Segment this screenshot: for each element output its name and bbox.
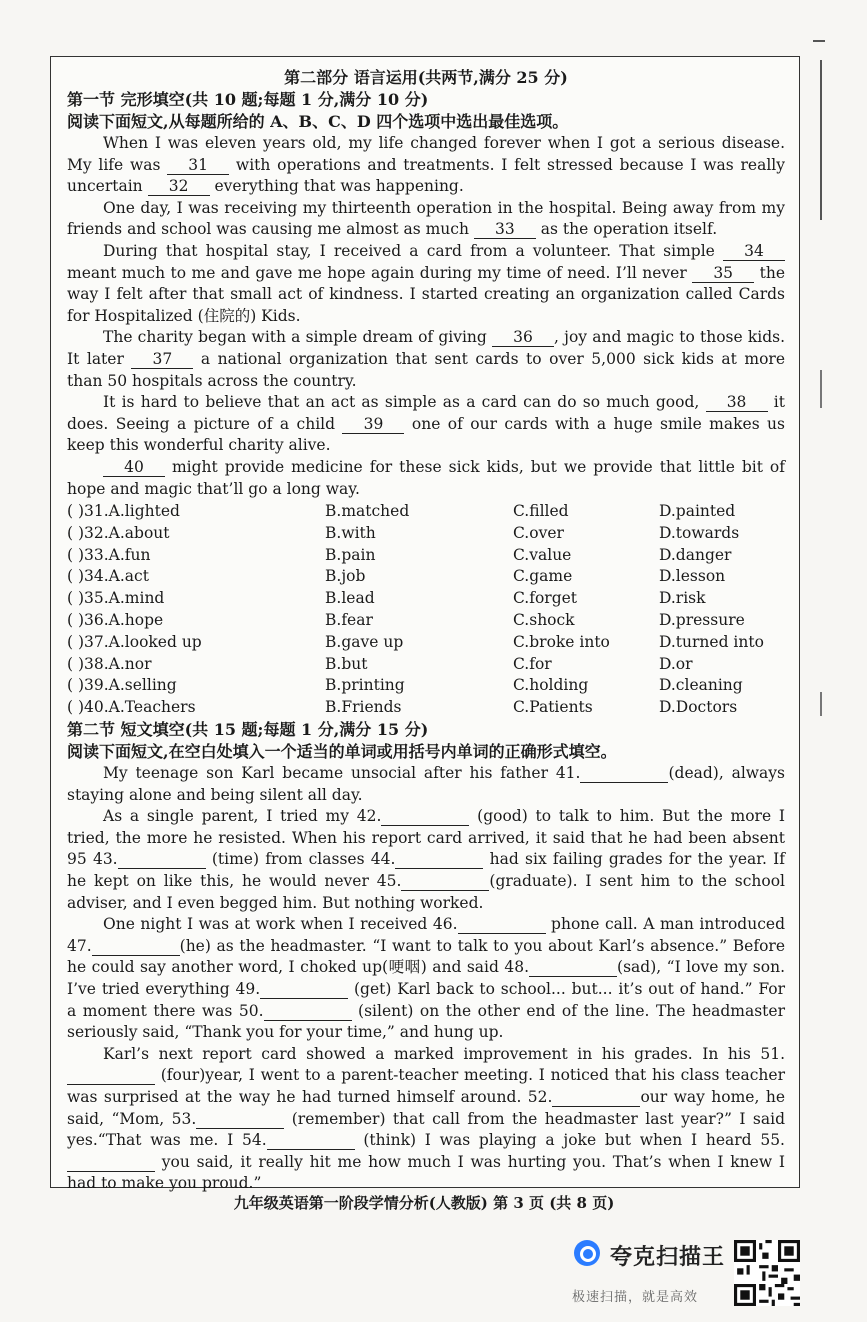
option-row (67, 545, 785, 567)
exam-content (67, 67, 785, 1195)
option-choice: C.filled (513, 502, 569, 521)
qr-code-icon (734, 1240, 800, 1306)
passage-paragraph (67, 914, 785, 1044)
scan-edge-line (820, 692, 822, 716)
passage-text: (silent) on the other end of the line. The headmaster seriously said, “Thank you for your time,” and hung up. (67, 1001, 785, 1042)
answer-blank[interactable] (552, 1088, 640, 1107)
option-choice: B.lead (325, 589, 375, 608)
answer-blank[interactable] (67, 1066, 155, 1085)
answer-blank[interactable] (118, 850, 206, 869)
answer-blank[interactable] (196, 1110, 284, 1129)
passage-text: Karl’s next report card showed a marked improvement in his grades. In his 51. (103, 1044, 785, 1063)
passage-text: (good) to talk to him. But the more I tried, the more he resisted. When his report card arrived, it said that he had been absent 95 43. (67, 807, 785, 869)
section1-instruction: 阅读下面短文,从每题所给的 A、B、C、D 四个选项中选出最佳选项。 (67, 112, 569, 131)
answer-blank[interactable] (381, 807, 469, 826)
option-choice: D.towards (659, 523, 740, 542)
passage-text: with operations and treatments. I felt stressed because I was really uncertain (67, 155, 785, 196)
answer-blank[interactable] (395, 850, 483, 869)
option-row (67, 523, 785, 545)
option-choice: D.Doctors (659, 698, 738, 717)
fill-blank-passage (67, 763, 785, 1195)
passage-paragraph (67, 241, 785, 327)
passage-text: The charity began with a simple dream of giving (103, 328, 493, 347)
option-choice: C.value (513, 545, 572, 564)
option-choice: D.danger (659, 545, 732, 564)
option-choice: D.or (659, 654, 693, 673)
passage-paragraph (67, 327, 785, 392)
option-choice: B.with (325, 523, 376, 542)
passage-text: a national organization that sent cards to over 5,000 sick kids at more than 50 hospitals across the country. (67, 349, 785, 390)
answer-blank[interactable] (401, 872, 489, 891)
passage-text: When I was eleven years old, my life changed forever when I got a serious disease. My life was (67, 134, 785, 174)
passage-text: our way home, he said, “Mom, 53. (67, 1087, 785, 1128)
option-choice: B.printing (325, 676, 405, 695)
quark-logo-icon (574, 1240, 600, 1266)
passage-text: During that hospital stay, I received a card from a volunteer. That simple (103, 241, 723, 260)
passage-text: (sad), “I love my son. I’ve tried everything 49. (67, 958, 785, 998)
passage-text: One day, I was receiving my thirteenth operation in the hospital. Being away from my friends and school was causing me almost as much (67, 198, 785, 239)
option-choice: B.Friends (325, 698, 402, 717)
option-choice: C.shock (513, 611, 575, 630)
answer-slot-option-a[interactable]: ( )37.A.looked up (67, 632, 202, 651)
option-row (67, 588, 785, 610)
cloze-options (67, 501, 785, 719)
option-choice: C.forget (513, 589, 578, 608)
option-row (67, 675, 785, 697)
passage-paragraph (67, 806, 785, 914)
cloze-blank[interactable]: 32 (148, 177, 210, 196)
passage-text: it does. Seeing a picture of a child (67, 393, 785, 433)
passage-text: phone call. A man introduced 47. (67, 915, 785, 955)
scanner-name: 夸克扫描王 (610, 1245, 726, 1270)
answer-blank[interactable] (264, 1002, 352, 1021)
passage-paragraph (67, 198, 785, 241)
passage-paragraph (67, 763, 785, 806)
scanner-slogan: 极速扫描，就是高效 (572, 1290, 699, 1305)
passage-text: you said, it really hit me how much I was hurting you. That’s when I knew I had to make you proud.” (67, 1152, 785, 1193)
passage-text: (get) Karl back to school... but... it’s out of hand.” For a moment there was 50. (67, 980, 785, 1020)
passage-text: meant much to me and gave me hope again during my time of need. I’ll never (67, 263, 693, 282)
passage-text: (graduate). I sent him to the school adviser, and I even begged him. But nothing worked. (67, 872, 785, 912)
cloze-blank[interactable]: 33 (474, 220, 536, 239)
option-choice: D.cleaning (659, 676, 743, 695)
cloze-blank[interactable]: 36 (492, 328, 554, 347)
answer-slot-option-a[interactable]: ( )38.A.nor (67, 654, 152, 673)
page-footer: 九年级英语第一阶段学情分析(人教版) 第 3 页 (共 8 页) (233, 1194, 615, 1212)
option-choice: C.holding (513, 676, 589, 695)
cloze-blank[interactable]: 35 (692, 264, 754, 283)
cloze-blank[interactable]: 34 (723, 242, 785, 261)
answer-slot-option-a[interactable]: ( )39.A.selling (67, 676, 177, 695)
answer-slot-option-a[interactable]: ( )35.A.mind (67, 589, 165, 608)
option-choice: D.painted (659, 502, 736, 521)
option-choice: C.Patients (513, 698, 593, 717)
scan-edge-line (820, 370, 822, 408)
option-choice: D.risk (659, 589, 706, 608)
option-row (67, 501, 785, 523)
passage-text: one of our cards with a huge smile makes us keep this wonderful charity alive. (67, 414, 785, 455)
answer-slot-option-a[interactable]: ( )36.A.hope (67, 611, 164, 630)
answer-slot-option-a[interactable]: ( )31.A.lighted (67, 502, 180, 521)
option-choice: B.but (325, 654, 368, 673)
part-title: 第二部分 语言运用(共两节,满分 25 分) (284, 68, 568, 87)
passage-text: (remember) that call from the headmaster last year?” I said yes.“That was me. I 54. (67, 1109, 785, 1150)
option-choice: C.broke into (513, 632, 610, 651)
section2-instruction: 阅读下面短文,在空白处填入一个适当的单词或用括号内单词的正确形式填空。 (67, 742, 617, 762)
scan-edge-line (820, 60, 822, 220)
option-choice: C.for (513, 654, 552, 673)
option-choice: B.job (325, 567, 366, 586)
passage-text: as the operation itself. (535, 220, 718, 239)
answer-slot-option-a[interactable]: ( )34.A.act (67, 567, 149, 586)
passage-text: (four)year, I went to a parent-teacher meeting. I noticed that his class teacher was surprised at the way he had turned himself around. 52. (67, 1066, 785, 1106)
option-row (67, 632, 785, 654)
option-choice: B.gave up (325, 632, 404, 651)
passage-text: (think) I was playing a joke but when I heard 55. (354, 1131, 785, 1150)
passage-text: might provide medicine for these sick kids, but we provide that little bit of hope and magic that’ll go a long way. (67, 457, 785, 498)
answer-blank[interactable] (92, 937, 180, 956)
cloze-blank[interactable]: 37 (131, 350, 193, 369)
cloze-blank[interactable]: 39 (342, 415, 404, 434)
option-choice: C.game (513, 567, 573, 586)
cloze-passage (67, 133, 785, 500)
passage-text: One night I was at work when I received 46. (103, 915, 458, 934)
answer-blank[interactable] (458, 915, 546, 934)
passage-text: (time) from classes 44. (205, 850, 396, 869)
answer-slot-option-a[interactable]: ( )40.A.Teachers (67, 698, 196, 717)
passage-text: (he) as the headmaster. “I want to talk to you about Karl’s absence.” Before he could say another word, I choked up(哽咽) and said 48. (67, 936, 785, 977)
answer-blank[interactable] (580, 764, 668, 783)
section2-title: 第二节 短文填空(共 15 题;每题 1 分,满分 15 分) (67, 720, 429, 740)
passage-text: everything that was happening. (209, 177, 464, 196)
passage-text: , joy and magic to those kids. It later (67, 328, 785, 368)
option-choice: B.matched (325, 502, 410, 521)
cloze-blank[interactable]: 31 (167, 156, 229, 175)
passage-text: It is hard to believe that an act as simple as a card can do so much good, (103, 393, 706, 412)
answer-blank[interactable] (260, 980, 348, 999)
option-choice: D.turned into (659, 632, 764, 651)
passage-text: My teenage son Karl became unsocial after his father 41. (103, 764, 581, 783)
cloze-blank[interactable]: 38 (706, 393, 768, 412)
option-choice: D.pressure (659, 611, 745, 630)
answer-blank[interactable] (529, 958, 617, 977)
passage-paragraph (67, 1044, 785, 1195)
option-row (67, 566, 785, 588)
option-choice: B.fear (325, 611, 373, 630)
passage-text: the way I felt after that small act of kindness. I started creating an organization called Cards for Hospitalized (住院的) Kids. (67, 263, 785, 325)
exam-page-frame (50, 56, 800, 1193)
option-choice: B.pain (325, 545, 376, 564)
passage-text: (dead), always staying alone and being silent all day. (67, 764, 786, 804)
option-row (67, 654, 785, 676)
answer-blank[interactable] (267, 1131, 355, 1150)
answer-slot-option-a[interactable]: ( )33.A.fun (67, 545, 151, 564)
passage-paragraph (67, 457, 785, 500)
passage-paragraph (67, 392, 785, 457)
cloze-blank[interactable]: 40 (103, 458, 165, 477)
option-row (67, 697, 785, 719)
option-row (67, 610, 785, 632)
passage-paragraph (67, 133, 785, 198)
passage-text: had six failing grades for the year. If he kept on like this, he would never 45. (67, 850, 785, 891)
answer-blank[interactable] (67, 1153, 155, 1172)
scan-edge-mark (813, 40, 825, 42)
option-choice: C.over (513, 523, 564, 542)
passage-text: As a single parent, I tried my 42. (103, 807, 382, 826)
section1-title: 第一节 完形填空(共 10 题;每题 1 分,满分 10 分) (67, 90, 429, 109)
option-choice: D.lesson (659, 567, 726, 586)
answer-slot-option-a[interactable]: ( )32.A.about (67, 523, 170, 542)
